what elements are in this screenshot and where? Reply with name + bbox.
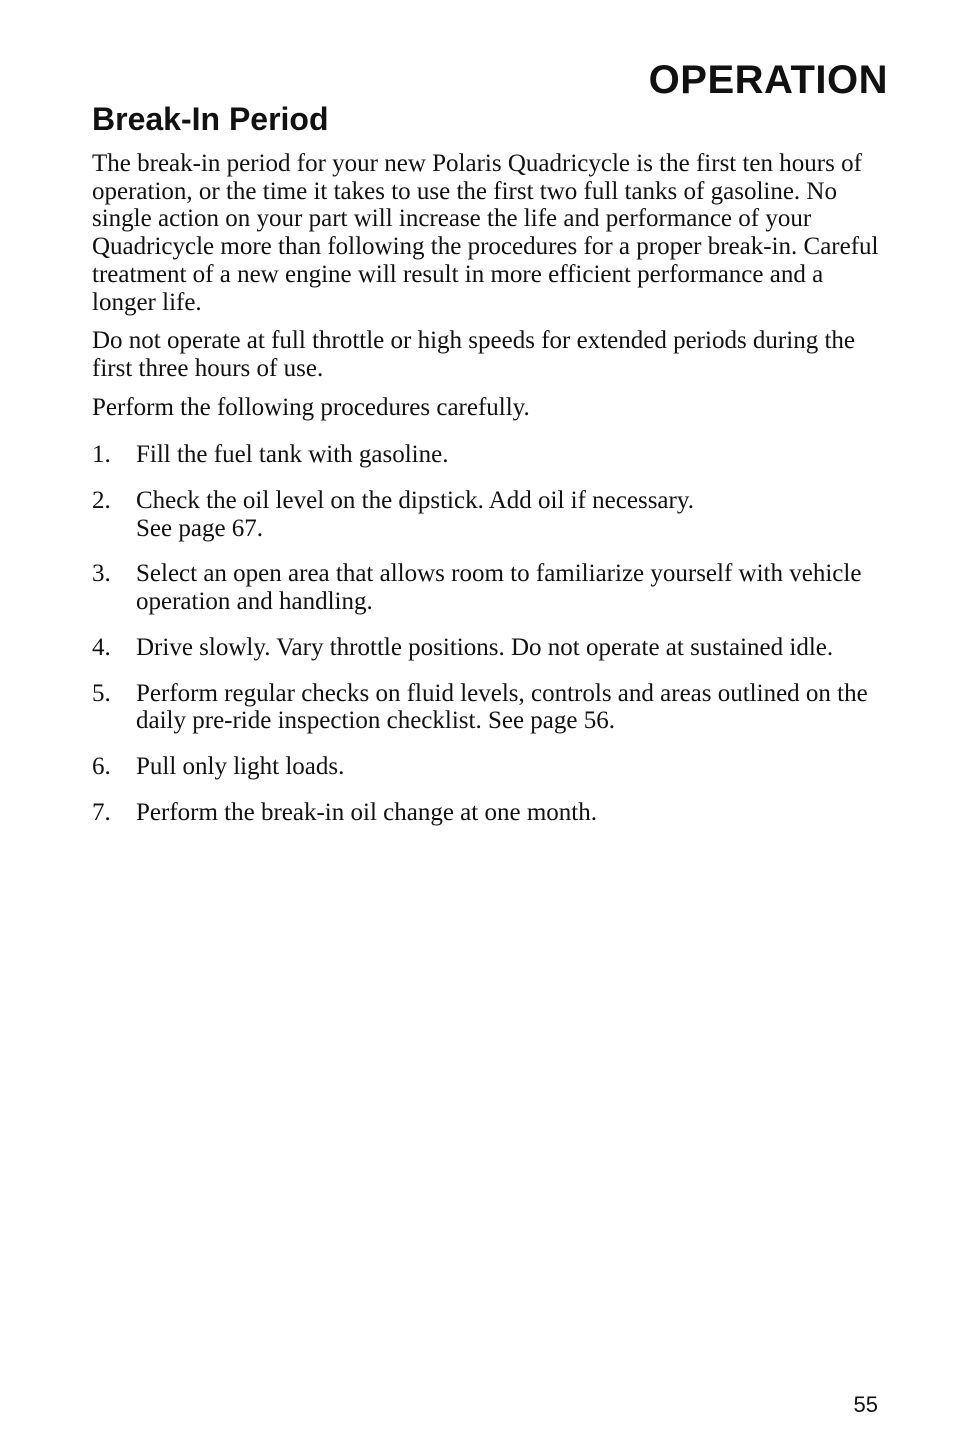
section-body — [92, 150, 892, 835]
step-number: 3. — [92, 560, 111, 588]
step-text: Select an open area that allows room to familiarize yourself with vehicle operation and handling. — [136, 560, 862, 616]
procedure-intro: Perform the following procedures carefully. — [92, 393, 530, 421]
step-page-reference: See page 67. — [136, 514, 264, 542]
step-number: 4. — [92, 633, 111, 661]
step-text: Perform regular checks on fluid levels, controls and areas outlined on the daily pre-ride inspection checklist. See page 56. — [136, 679, 868, 735]
list-item — [92, 753, 892, 781]
list-item — [92, 441, 892, 469]
list-item — [92, 799, 892, 827]
step-number: 2. — [92, 487, 111, 515]
step-number: 6. — [92, 752, 111, 780]
list-item — [92, 680, 892, 735]
list-item — [92, 634, 892, 662]
running-head: OPERATION — [648, 58, 888, 102]
step-text: Perform the break-in oil change at one month. — [136, 798, 597, 826]
step-number: 7. — [92, 798, 111, 826]
list-item — [92, 560, 892, 615]
step-text: Drive slowly. Vary throttle positions. Do not operate at sustained idle. — [136, 633, 834, 661]
step-text: Check the oil level on the dipstick. Add oil if necessary. — [136, 487, 694, 515]
step-text: Pull only light loads. — [136, 752, 345, 780]
page-number: 55 — [853, 1392, 878, 1417]
procedure-list — [92, 441, 892, 826]
step-number: 5. — [92, 679, 111, 707]
step-number: 1. — [92, 441, 111, 469]
section-title: Break-In Period — [92, 101, 329, 137]
list-item — [92, 487, 892, 542]
caution-paragraph: Do not operate at full throttle or high speeds for extended periods during the first three hours of use. — [92, 327, 855, 382]
intro-paragraph: The break-in period for your new Polaris Quadricycle is the first ten hours of operation, or the time it takes to use the first two full tanks of gasoline. No single action on your part will increase the life and performance of your Quadricycle more than following the procedures for a proper break-in. Careful treatment of a new engine will result in more efficient performance and a longer life. — [92, 150, 879, 316]
step-text: Fill the fuel tank with gasoline. — [136, 441, 449, 469]
